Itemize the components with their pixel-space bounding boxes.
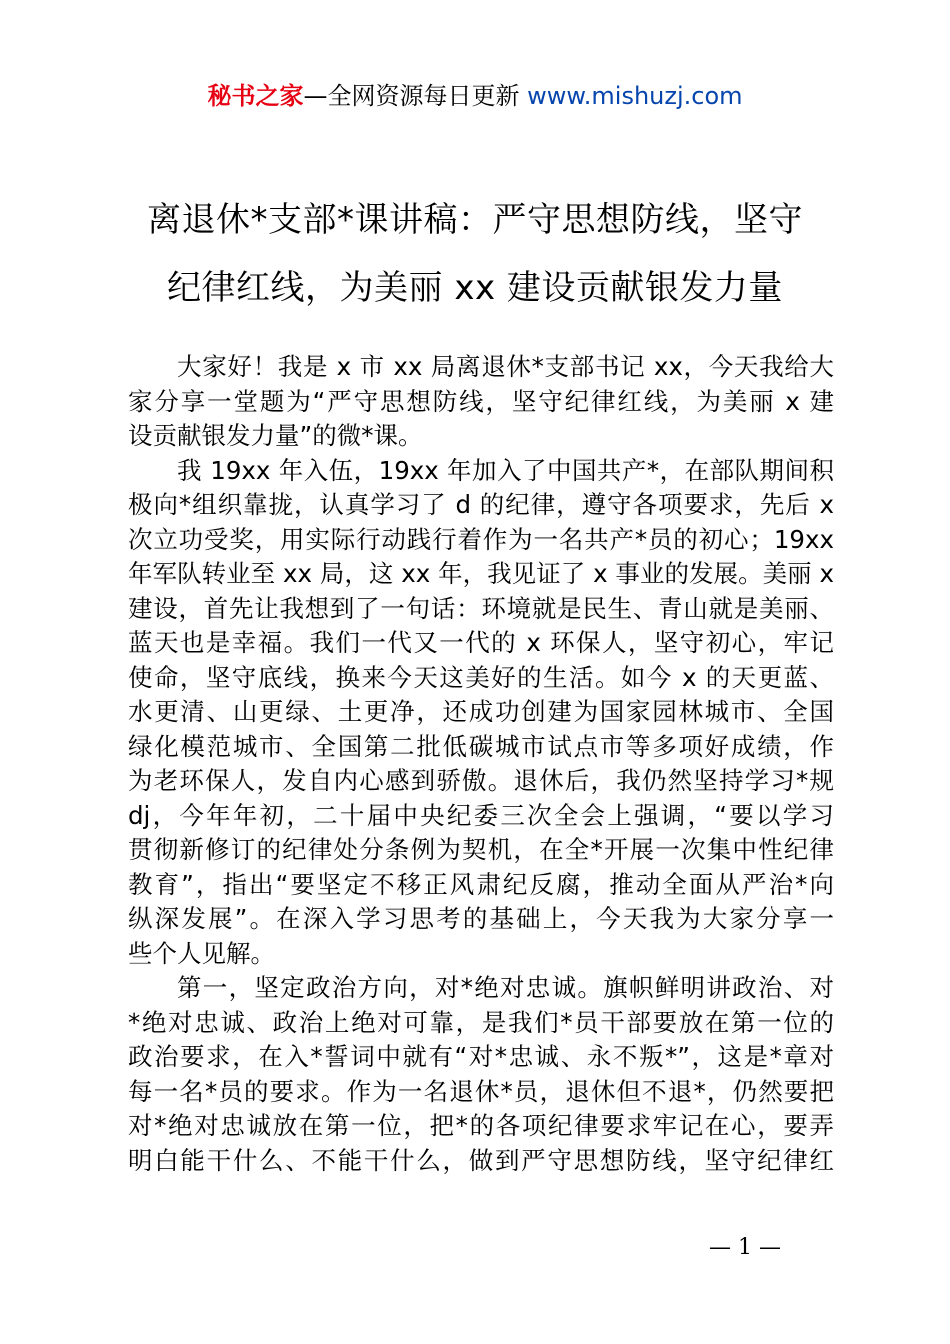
text-line: *绝对忠诚、政治上绝对可靠，是我们*员干部要放在第一位的 bbox=[128, 1007, 834, 1037]
title-line: 纪律红线，为美丽 xx 建设贡献银发力量 bbox=[167, 268, 783, 308]
site-slogan: —全网资源每日更新 bbox=[303, 82, 528, 110]
site-header bbox=[0, 80, 950, 112]
text-line: 教育”，指出“要坚定不移正风肃纪反腐，推动全面从严治*向 bbox=[128, 869, 834, 899]
text-line: 绿化模范城市、全国第二批低碳城市试点市等多项好成绩，作 bbox=[128, 731, 834, 761]
text-line: dj，今年年初，二十届中央纪委三次全会上强调，“要以学习 bbox=[128, 800, 834, 830]
text-line: 次立功受奖，用实际行动践行着作为一名共产*员的初心；19xx bbox=[128, 524, 834, 554]
text-line: 大家好！我是 x 市 xx 局离退休*支部书记 xx，今天我给大 bbox=[177, 352, 834, 381]
text-line: 我 19xx 年入伍，19xx 年加入了中国共产*，在部队期间积 bbox=[177, 455, 834, 485]
text-line: 些个人见解。 bbox=[128, 938, 275, 968]
paragraph-background bbox=[128, 454, 834, 972]
text-line: 年军队转业至 xx 局，这 xx 年，我见证了 x 事业的发展。美丽 x bbox=[128, 559, 834, 588]
site-url-link[interactable]: www.mishuzj.com bbox=[527, 82, 743, 110]
text-line: 纵深发展”。在深入学习思考的基础上，今天我为大家分享一 bbox=[128, 904, 834, 933]
paragraph-point-one bbox=[128, 971, 834, 1178]
text-line: 使命，坚守底线，换来今天这美好的生活。如今 x 的天更蓝、 bbox=[128, 662, 834, 692]
text-line: 设贡献银发力量”的微*课。 bbox=[128, 421, 423, 450]
text-line: 家分享一堂题为“严守思想防线，坚守纪律红线，为美丽 x 建 bbox=[128, 386, 834, 416]
text-line: 对*绝对忠诚放在第一位，把*的各项纪律要求牢记在心，要弄 bbox=[128, 1111, 834, 1140]
site-brand: 秘书之家 bbox=[207, 82, 304, 110]
text-line: 明白能干什么、不能干什么，做到严守思想防线，坚守纪律红 bbox=[128, 1145, 834, 1175]
text-line: 每一名*员的要求。作为一名退休*员，退休但不退*，仍然要把 bbox=[128, 1076, 834, 1106]
text-line: 为老环保人，发自内心感到骄傲。退休后，我仍然坚持学习*规 bbox=[128, 766, 834, 795]
text-line: 水更清、山更绿、土更净，还成功创建为国家园林城市、全国 bbox=[128, 697, 834, 726]
title-line: 离退休*支部*课讲稿：严守思想防线，坚守 bbox=[147, 200, 803, 240]
document-body bbox=[128, 350, 834, 1178]
paragraph-intro bbox=[128, 350, 834, 454]
text-line: 政治要求，在入*誓词中就有“对*忠诚、永不叛*”，这是*章对 bbox=[128, 1042, 834, 1071]
text-line: 贯彻新修订的纪律处分条例为契机，在全*开展一次集中性纪律 bbox=[128, 835, 834, 864]
text-line: 第一，坚定政治方向，对*绝对忠诚。旗帜鲜明讲政治、对 bbox=[177, 973, 834, 1002]
text-line: 极向*组织靠拢，认真学习了 d 的纪律，遵守各项要求，先后 x bbox=[128, 490, 834, 519]
text-line: 蓝天也是幸福。我们一代又一代的 x 环保人，坚守初心，牢记 bbox=[128, 628, 834, 657]
document-title bbox=[110, 186, 840, 322]
text-line: 建设，首先让我想到了一句话：环境就是民生、青山就是美丽、 bbox=[128, 593, 834, 623]
page-number: — 1 — bbox=[709, 1235, 781, 1260]
